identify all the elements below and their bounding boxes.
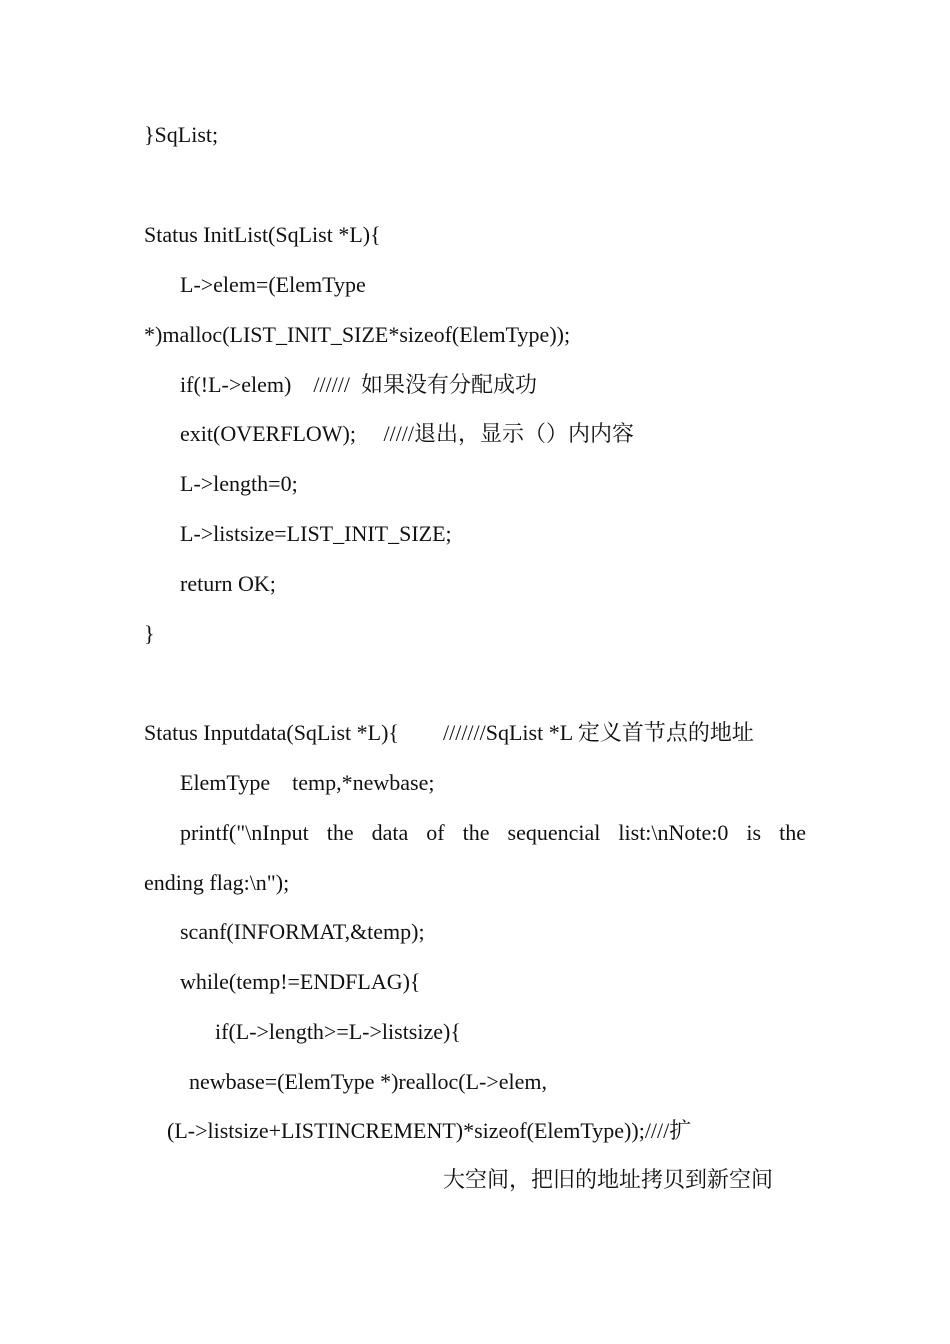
code-line-if-length: if(L->length>=L->listsize){	[215, 1019, 461, 1044]
code-line-initlist-close: }	[144, 621, 155, 646]
code-line-length-zero: L->length=0;	[180, 471, 298, 496]
code-line-printf: printf("\nInput the data of the sequencial list:\nNote:0 is the	[180, 820, 806, 845]
code-line-listsize-init: L->listsize=LIST_INIT_SIZE;	[180, 521, 452, 546]
code-line-malloc: *)malloc(LIST_INIT_SIZE*sizeof(ElemType));	[144, 322, 571, 347]
code-line-if-elem: if(!L->elem) ////// 如果没有分配成功	[180, 372, 538, 397]
code-line-elemtype-decl: ElemType temp,*newbase;	[180, 770, 435, 795]
code-line-scanf: scanf(INFORMAT,&temp);	[180, 919, 425, 944]
code-line-printf-continued: ending flag:\n");	[144, 870, 290, 895]
code-line-elem-assign: L->elem=(ElemType	[180, 272, 366, 297]
code-line-exit-overflow: exit(OVERFLOW); /////退出，显示（）内内容	[180, 421, 635, 446]
code-line-initlist-signature: Status InitList(SqList *L){	[144, 222, 381, 247]
code-line-realloc: newbase=(ElemType *)realloc(L->elem,	[189, 1069, 547, 1094]
code-line-realloc-continued: (L->listsize+LISTINCREMENT)*sizeof(ElemType));////扩	[167, 1118, 692, 1143]
code-line-sqlist-close: }SqList;	[144, 122, 219, 147]
code-line-inputdata-signature: Status Inputdata(SqList *L){ ///////SqList *L 定义首节点的地址	[144, 720, 754, 745]
code-line-comment-continued: 大空间，把旧的地址拷贝到新空间	[443, 1167, 774, 1192]
code-line-while: while(temp!=ENDFLAG){	[180, 969, 421, 994]
code-line-return-ok: return OK;	[180, 571, 276, 596]
